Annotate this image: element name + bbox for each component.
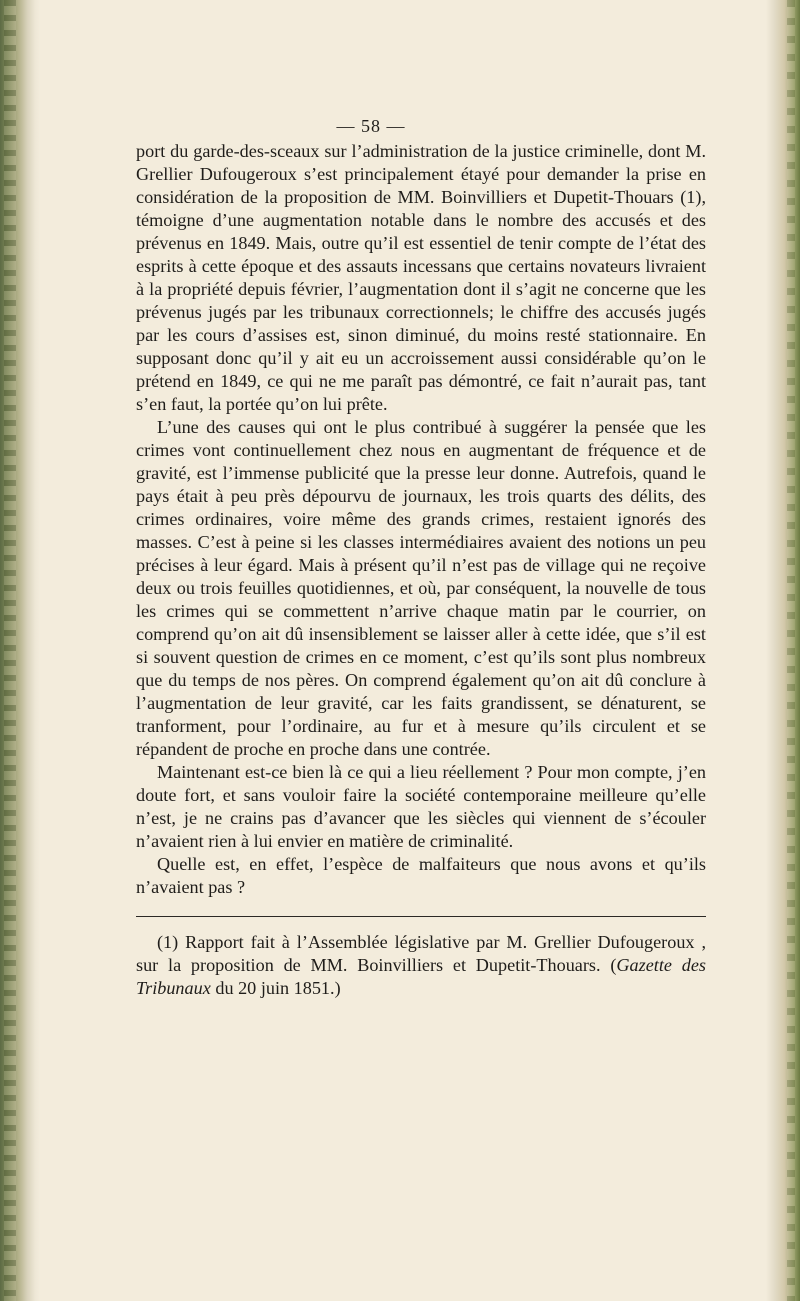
paragraph: L’une des causes qui ont le plus contribué à suggérer la pensée que les crimes vont continuellement chez nous en augmentant de fréquence et de gravité, est l’immense publicité que la presse leur donne. Autrefois, quand le pays était à peu près dépourvu de journaux, les trois quarts des délits, des crimes ordinaires, voire même des grands crimes, restaient ignorés des masses. C’est à peine si les classes intermédiaires avaient des notions un peu précises à leur égard. Mais à présent qu’il n’est pas de village qui ne reçoive deux ou trois feuilles quotidiennes, et où, par conséquent, la nouvelle de tous les crimes qui se commettent n’arrive chaque matin par le courrier, on comprend qu’on ait dû insensiblement se laisser aller à cette idée, que s’il est si souvent question de crimes en ce moment, c’est qu’ils sont plus nombreux que du temps de nos pères. On comprend également qu’on ait dû conclure à l’augmentation de leur gravité, car les faits grandissent, se dénaturent, se tranforment, pour l’ordinaire, au fur et à mesure qu’ils circulent et se répandent de proche en proche dans une contrée. <box>136 417 706 759</box>
page-number: — 58 — <box>336 116 406 136</box>
footnote-source-title: Gazette des Tribunaux <box>136 955 706 998</box>
paragraph: port du garde-des-sceaux sur l’administration de la justice criminelle, dont M. Grellier Dufougeroux s’est principalement étayé pour demander la prise en considération de la proposition de MM. Boinvilliers et Dupetit-Thouars (1), témoigne d’une augmentation notable dans le nombre des accusés et des prévenus en 1849. Mais, outre qu’il est essentiel de tenir compte de l’état des esprits à cette époque et des assauts incessans que certains novateurs livraient à la propriété depuis février, l’augmentation dont il s’agit ne concerne que les prévenus jugés par les tribunaux correctionnels; le chiffre des accusés jugés par les cours d’assises est, sinon diminué, du moins resté stationnaire. En supposant donc qu’il y ait eu un accroissement aussi considérable qu’on le prétend en 1849, ce qui ne me paraît pas démontré, ce fait n’aurait pas, tant s’en faut, la portée qu’on lui prête. <box>136 141 706 414</box>
footnote-text: (1) Rapport fait à l’Assemblée législative par M. Grellier Dufougeroux , sur la proposition de MM. Boinvilliers et Dupetit-Thouars. ( <box>136 932 706 975</box>
footnote-divider <box>136 916 706 917</box>
main-text <box>136 140 706 1000</box>
paragraph: Maintenant est-ce bien là ce qui a lieu réellement ? Pour mon compte, j’en doute fort, et sans vouloir faire la société contemporaine meilleure qu’elle n’est, je ne crains pas d’avancer que les siècles qui viennent de s’écouler n’avaient rien à lui envier en matière de criminalité. <box>136 762 706 851</box>
footnote <box>136 931 706 1000</box>
footnote-date: du 20 juin 1851.) <box>210 978 341 998</box>
paragraph: Quelle est, en effet, l’espèce de malfaiteurs que nous avons et qu’ils n’avaient pas ? <box>136 854 706 897</box>
